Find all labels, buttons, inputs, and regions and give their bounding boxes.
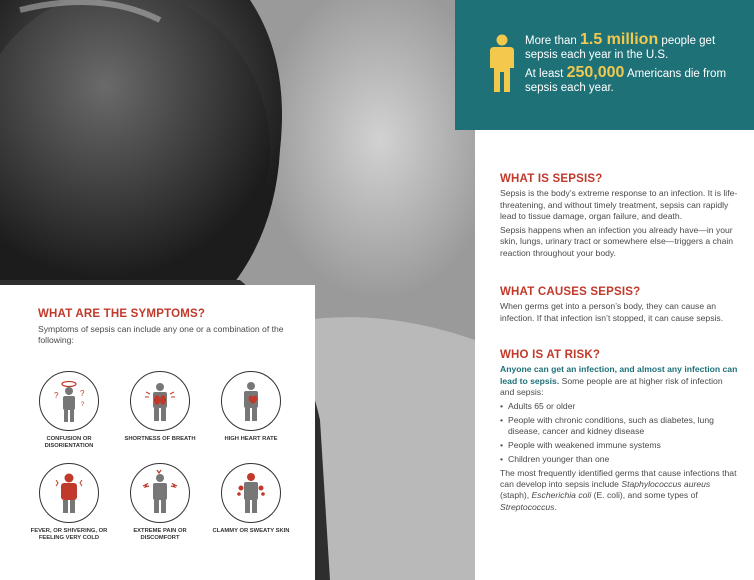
confusion-icon <box>40 372 98 430</box>
symptom-label: FEVER, OR SHIVERING, OR FEELING VERY COLD <box>30 528 108 541</box>
risk-section <box>500 350 738 513</box>
causes-heading: WHAT CAUSES SEPSIS? <box>500 286 641 298</box>
symptom-confusion <box>24 371 114 450</box>
list-item: • Children younger than one <box>500 454 738 465</box>
causes-section <box>500 287 738 324</box>
person-icon <box>489 34 515 94</box>
fever-icon <box>40 464 98 522</box>
risk-list <box>500 401 738 465</box>
symptom-label: CLAMMY OR SWEATY SKIN <box>212 528 290 534</box>
symptom-heart <box>206 371 296 443</box>
symptom-fever <box>24 463 114 542</box>
symptoms-intro: Symptoms of sepsis can include any one or a combination of the following: <box>38 324 284 346</box>
sweat-icon <box>222 464 280 522</box>
symptom-pain <box>115 463 205 542</box>
causes-p1: When germs get into a person’s body, they can cause an infection. If that infection isn’t stopped, it can cause sepsis. <box>500 301 724 323</box>
what-is-p2: Sepsis happens when an infection you already have—in your skin, lungs, urinary tract or somewhere else—triggers a chain reaction throughout your body. <box>500 225 734 258</box>
symptom-label: HIGH HEART RATE <box>224 436 278 442</box>
info-column <box>475 130 754 580</box>
list-item: • People with weakened immune systems <box>500 440 738 451</box>
what-is-heading: WHAT IS SEPSIS? <box>500 173 603 185</box>
stat-line-deaths: At least 250,000 Americans die from sepsis each year. <box>525 64 727 94</box>
lungs-icon <box>131 372 189 430</box>
svg-text:?: ? <box>81 402 85 408</box>
symptom-label: SHORTNESS OF BREATH <box>124 436 196 442</box>
risk-lead: Anyone can get an infection, and almost any infection can lead to sepsis. Some people are at higher risk of infection and sepsis: <box>500 364 738 397</box>
svg-text:?: ? <box>80 389 85 398</box>
statistics-box <box>455 0 754 130</box>
symptom-breath <box>115 371 205 443</box>
heart-icon <box>222 372 280 430</box>
symptom-label: CONFUSION OR DISORIENTATION <box>44 436 94 449</box>
stat-line-cases: More than 1.5 million people get sepsis each year in the U.S. <box>525 31 716 61</box>
svg-text:?: ? <box>54 391 59 400</box>
risk-heading: WHO IS AT RISK? <box>500 349 601 361</box>
list-item: • People with chronic conditions, such as diabetes, lung disease, cancer and kidney disease <box>500 415 738 438</box>
symptoms-panel <box>0 285 315 580</box>
what-is-p1: Sepsis is the body’s extreme response to an infection. It is life-threatening, and without timely treatment, sepsis can rapidly lead to tissue damage, organ failure, and death. <box>500 188 738 221</box>
symptoms-heading: WHAT ARE THE SYMPTOMS? <box>38 308 206 320</box>
germs-paragraph: The most frequently identified germs that cause infections that can develop into sepsis include Staphylococcus aureus (staph), Escherichia coli (E. coli), and some types of Streptococcus. <box>500 467 737 512</box>
symptom-label: EXTREME PAIN OR DISCOMFORT <box>133 528 187 541</box>
list-item: • Adults 65 or older <box>500 401 738 412</box>
what-is-section <box>500 174 738 259</box>
pain-icon <box>131 464 189 522</box>
symptom-sweat <box>206 463 296 535</box>
